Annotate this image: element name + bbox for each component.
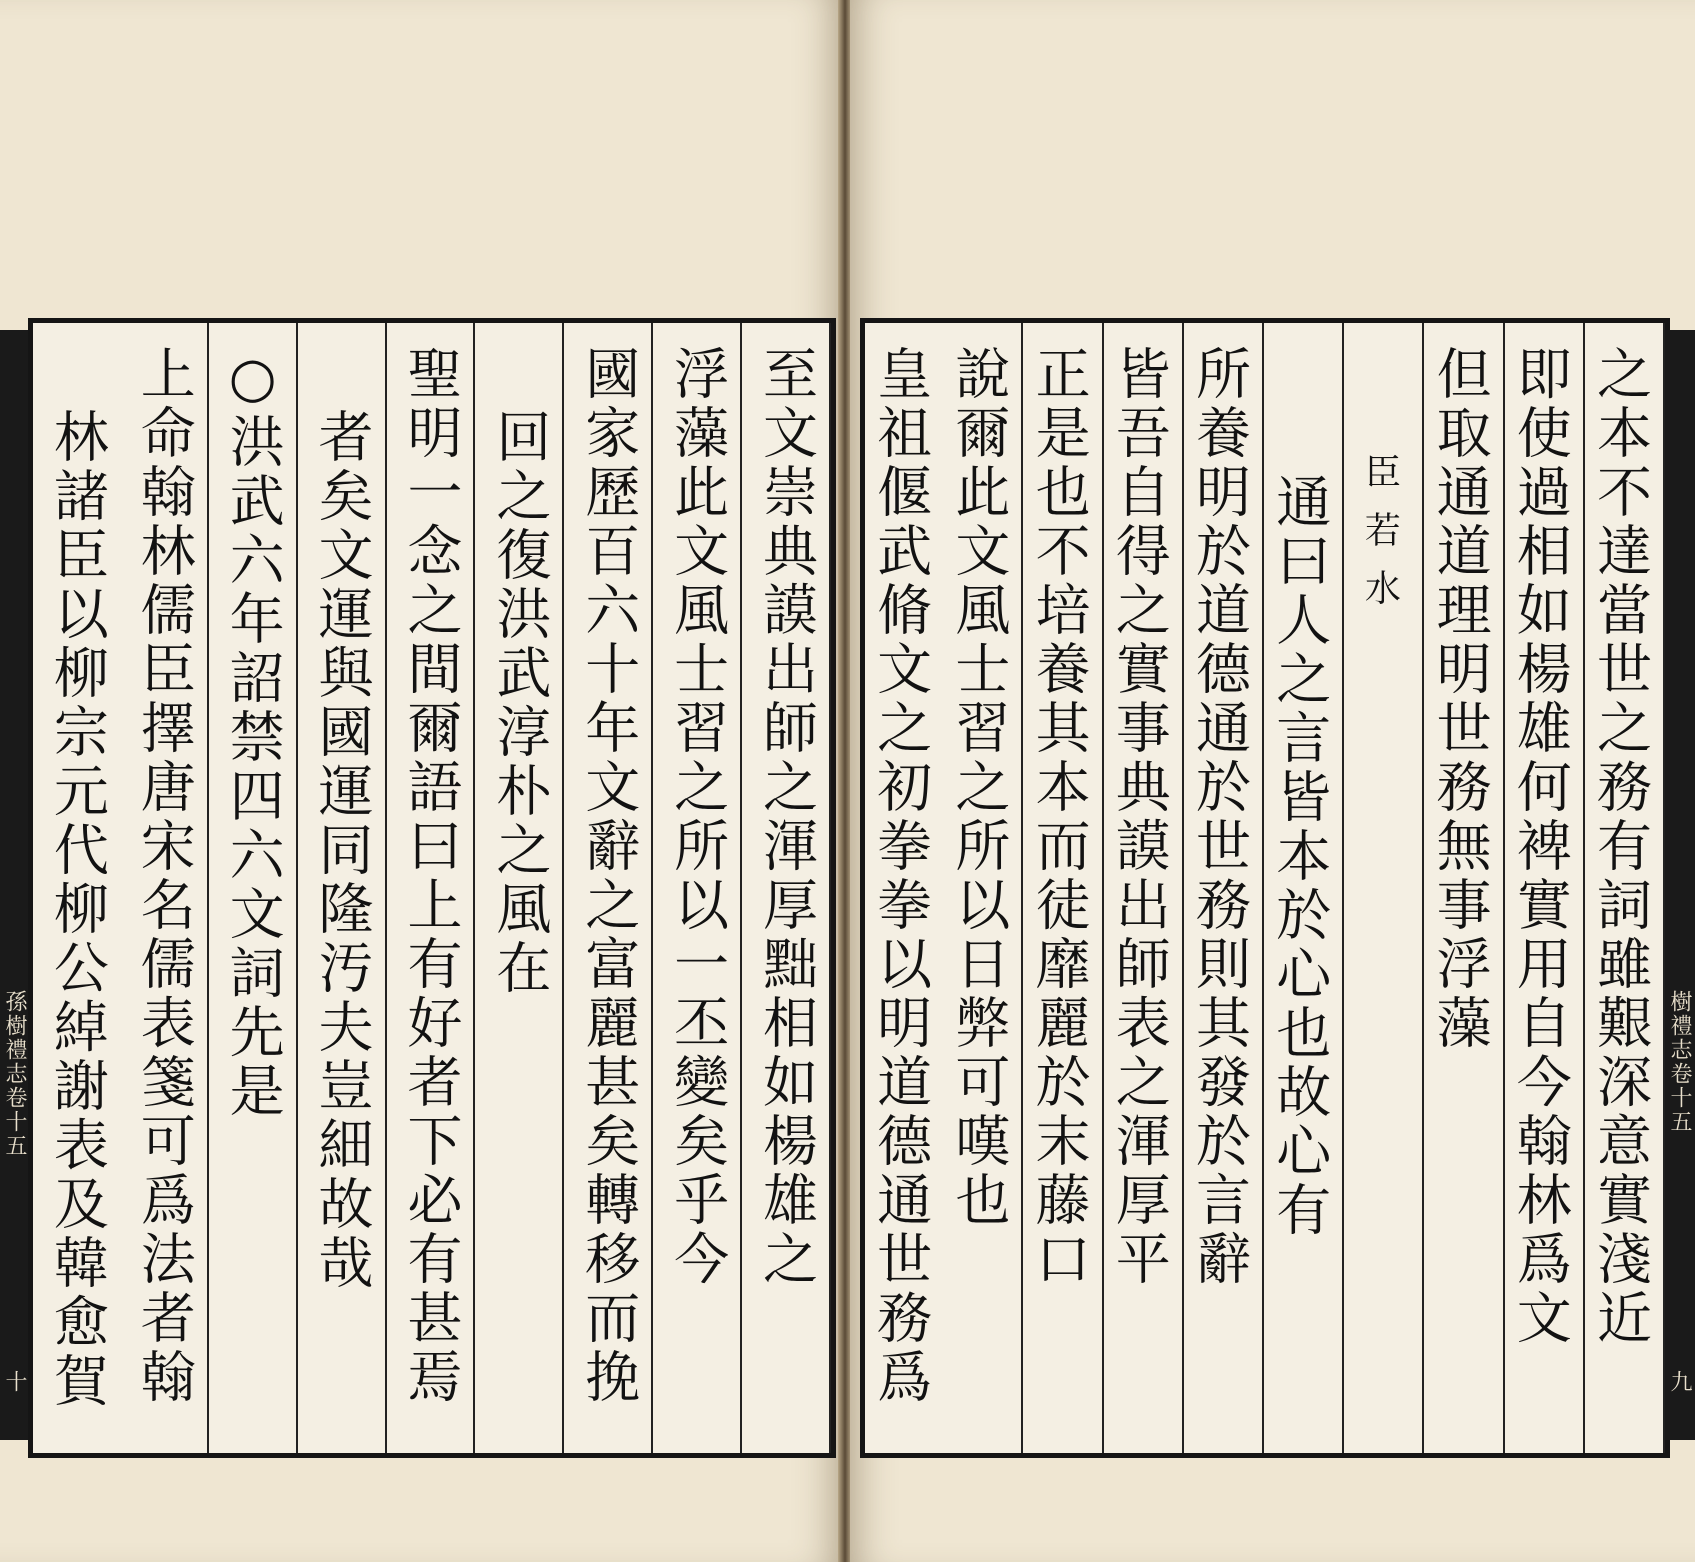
left-column-7: ○洪武六年詔禁四六文詞先是 <box>209 323 298 1453</box>
left-column-9: 林諸臣以柳宗元代柳公綽謝表及韓愈賀 <box>44 408 109 1411</box>
left-page <box>0 0 840 1562</box>
right-column-6: 所養明於道德通於世務則其發於言辭 <box>1184 323 1264 1453</box>
right-page-number: 九 <box>1667 1370 1692 1392</box>
left-text-frame <box>28 318 836 1458</box>
right-column-5: 通曰人之言皆本於心也故心有 <box>1264 323 1344 1453</box>
right-column-3: 但取通道理明世務無事浮藻 <box>1424 323 1504 1453</box>
left-fore-edge-strip <box>0 330 30 1440</box>
right-column-10: 皇祖偃武脩文之初拳拳以明道德通世務爲 <box>868 345 933 1407</box>
left-page-number: 十 <box>2 1370 27 1392</box>
left-margin-label: 孫樹禮志卷十五 <box>2 990 27 1158</box>
left-column-2: 浮藻此文風士習之所以一丕變矣乎今 <box>653 323 742 1453</box>
left-column-1: 至文崇典謨出師之渾厚黜相如楊雄之 <box>742 323 831 1453</box>
left-column-4: 回之復洪武淳朴之風在 <box>475 323 564 1453</box>
right-column-7: 皆吾自得之實事典謨出師表之渾厚平 <box>1104 323 1184 1453</box>
right-column-9: 說爾此文風士習之所以日弊可嘆也 <box>943 323 1023 1453</box>
right-text-frame <box>860 318 1670 1458</box>
left-column-8: 上命翰林儒臣擇唐宋名儒表箋可爲法者翰 <box>120 323 209 1453</box>
right-fore-edge-strip <box>1665 330 1695 1440</box>
right-column-4: 臣若水 <box>1344 323 1424 1453</box>
right-margin-label: 樹禮志卷十五 <box>1667 990 1692 1134</box>
left-column-5: 聖明一念之間爾語曰上有好者下必有甚焉 <box>387 323 476 1453</box>
right-column-2: 即使過相如楊雄何裨實用自今翰林爲文 <box>1505 323 1585 1453</box>
right-column-8: 正是也不培養其本而徒靡麗於末藤口 <box>1023 323 1103 1453</box>
left-column-6: 者矣文運與國運同隆汚夫豈細故哉 <box>298 323 387 1453</box>
right-column-1: 之本不達當世之務有詞雖艱深意實淺近 <box>1585 323 1665 1453</box>
right-page <box>850 0 1695 1562</box>
left-column-3: 國家歷百六十年文辭之富麗甚矣轉移而挽 <box>564 323 653 1453</box>
